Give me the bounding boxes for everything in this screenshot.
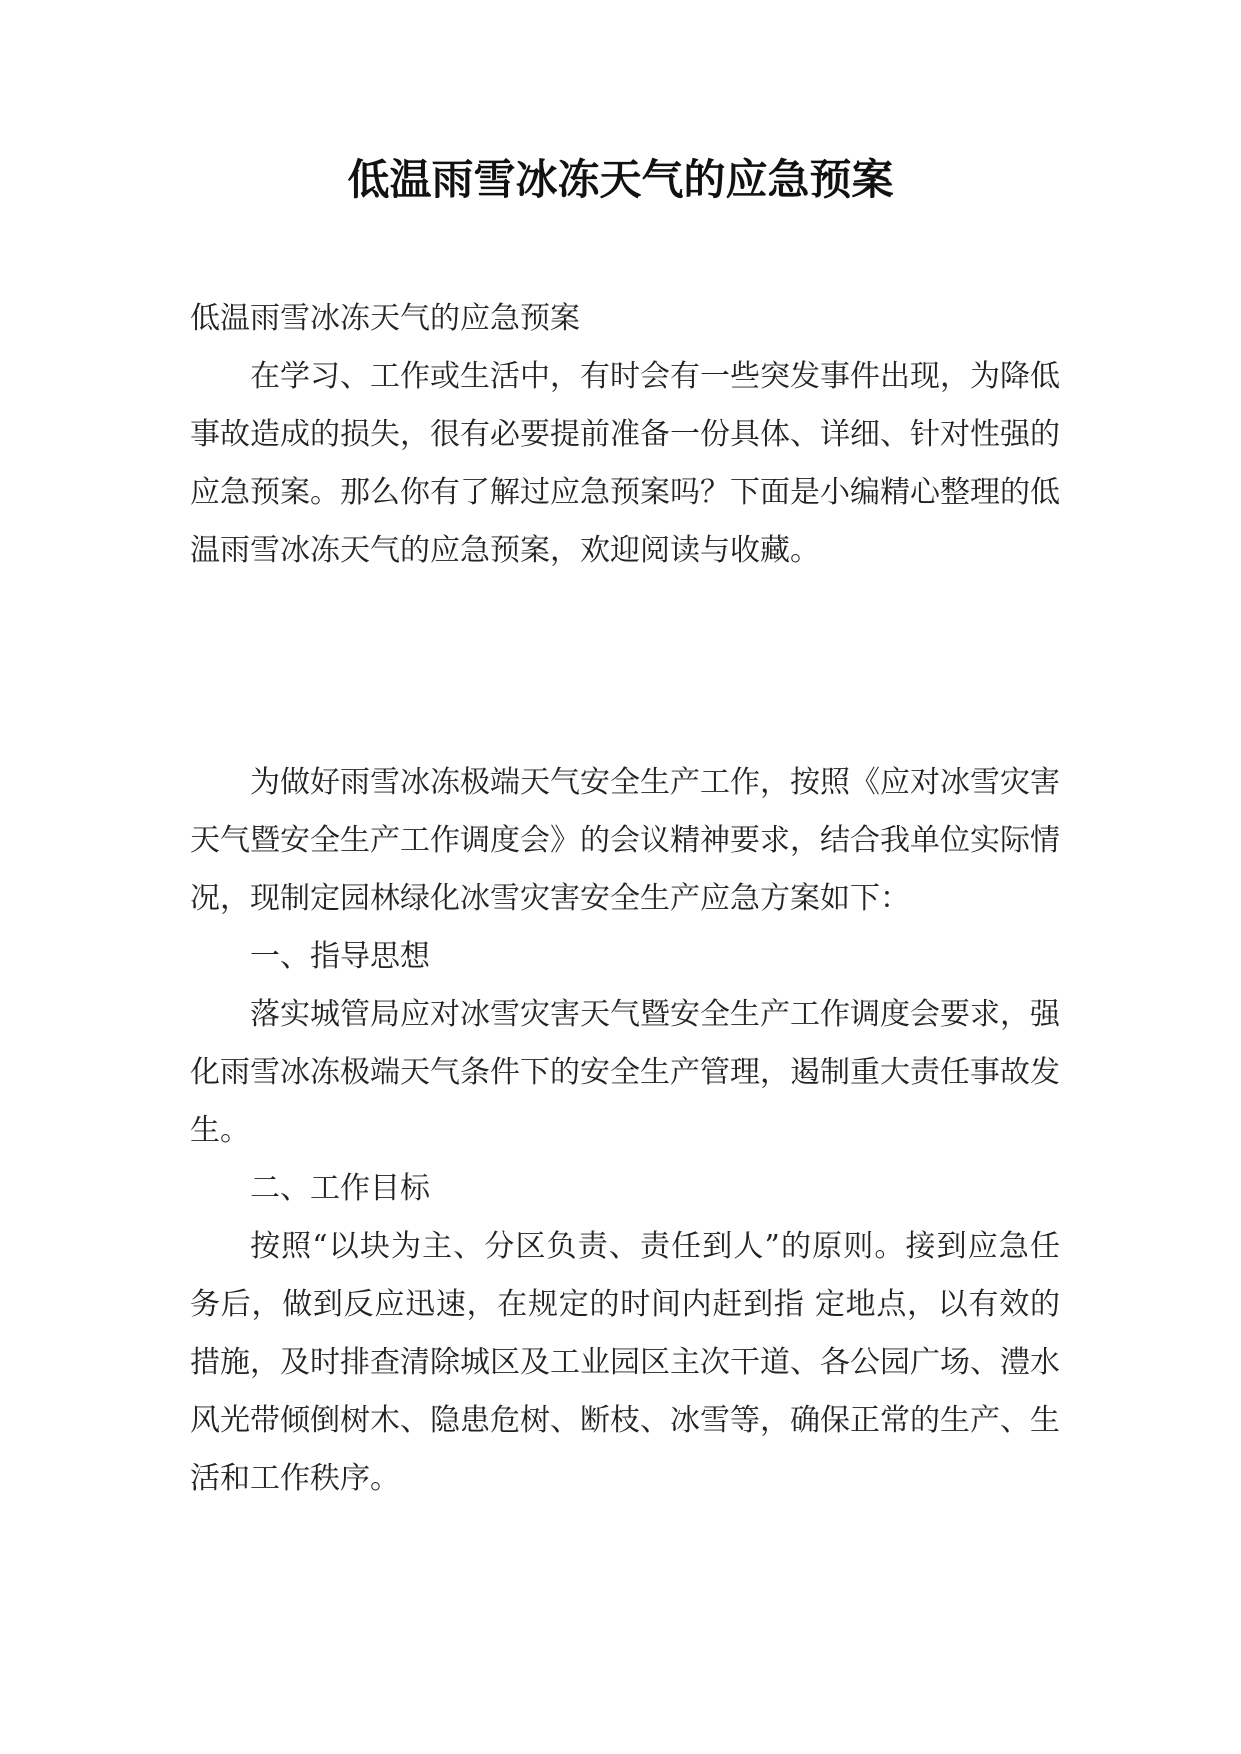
document-title: 低温雨雪冰冻天气的应急预案 xyxy=(347,155,894,204)
section-heading-guiding-ideology: 一、指导思想 xyxy=(250,939,430,974)
section-paragraph-work-goals: 按照“以块为主、分区负责、责任到人”的原则。接到应急任务后，做到反应迅速，在规定的时间内赶到指 定地点，以有效的措施，及时排查清除城区及工业园区主次干道、各公园广场、澧水风光带倾倒树木、隐患危树、断枝、冰雪等，确保正常的生产、生活和工作秩序。 xyxy=(190,1229,1060,1496)
document-subtitle: 低温雨雪冰冻天气的应急预案 xyxy=(190,301,580,336)
blank-space xyxy=(190,580,1060,754)
purpose-paragraph: 为做好雨雪冰冻极端天气安全生产工作，按照《应对冰雪灾害天气暨安全生产工作调度会》的会议精神要求，结合我单位实际情况，现制定园林绿化冰雪灾害安全生产应急方案如下： xyxy=(190,765,1060,916)
section-heading-work-goals: 二、工作目标 xyxy=(250,1171,430,1206)
section-paragraph-guiding-ideology: 落实城管局应对冰雪灾害天气暨安全生产工作调度会要求，强化雨雪冰冻极端天气条件下的安全生产管理，遏制重大责任事故发生。 xyxy=(190,997,1060,1148)
intro-paragraph: 在学习、工作或生活中，有时会有一些突发事件出现，为降低事故造成的损失，很有必要提前准备一份具体、详细、针对性强的应急预案。那么你有了解过应急预案吗？下面是小编精心整理的低温雨雪冰冻天气的应急预案，欢迎阅读与收藏。 xyxy=(190,359,1060,568)
document-body xyxy=(190,290,1060,1508)
